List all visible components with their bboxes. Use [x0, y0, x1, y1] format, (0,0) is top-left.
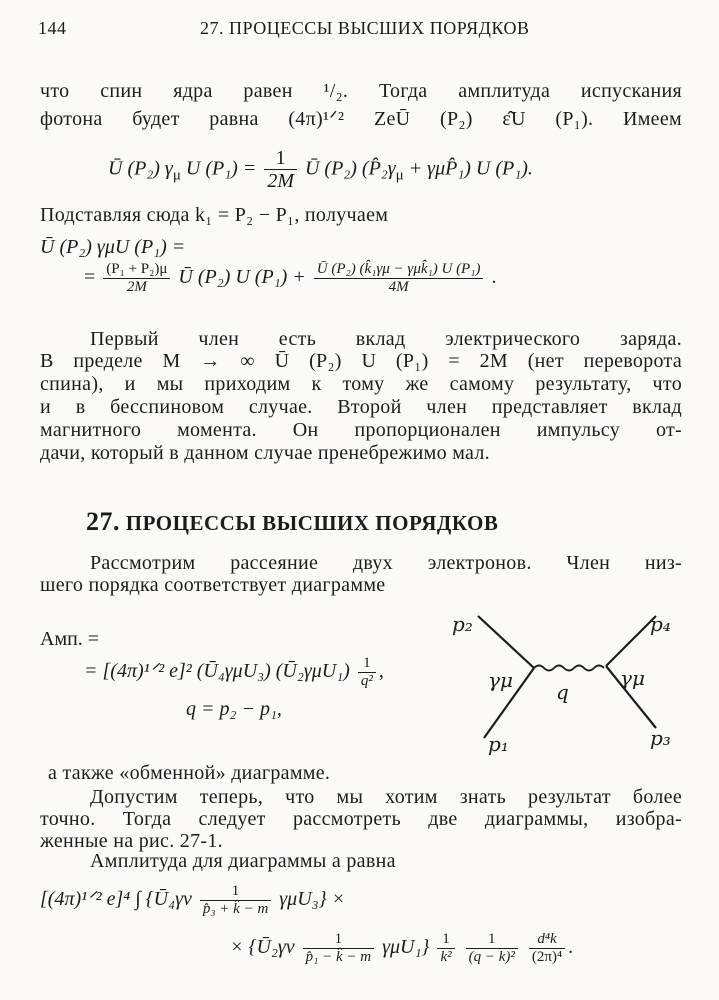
amp-fraction: $\frac{1}{\text{q²}}$	[358, 656, 376, 689]
text-line: а также «обменной» диаграмме.	[48, 762, 331, 784]
eq3-fraction-4: $\frac{1}{\text{(q − k)²}}$	[466, 932, 518, 965]
eq1-rhs-mu: μ	[395, 167, 404, 184]
amp-label: Амп. =	[40, 628, 100, 650]
electron-line-p4	[606, 616, 656, 666]
text-line: что спин ядра равен ¹/₂. Тогда амплитуда испускания	[40, 80, 682, 102]
text-line: Подставляя сюда k₁ = P₂ − P₁, получаем	[40, 204, 389, 226]
equation-1	[108, 148, 533, 192]
eq1-rhs-tail: + γμP̂₁) U (P₁).	[408, 157, 533, 180]
label-p2: p₂	[452, 612, 473, 636]
text-line: дачи, который в данном случае пренебрежимо мал.	[40, 442, 490, 464]
amp-equation: = [(4π)¹ᐟ² e]² (Ū₄γμU₃) (Ū₂γμU₁) $\frac{1}{\text{q²}}$ ,	[84, 655, 384, 689]
label-gamma-right: γμ	[620, 666, 645, 690]
text-line: магнитного момента. Он пропорционален импульсу от-	[40, 419, 682, 441]
text-line: Первый член есть вклад электрического заряда.	[90, 328, 682, 350]
eq3-fraction-1: $\frac{1}{\text{p̂₃ + k̂ − m}}$	[200, 884, 271, 917]
running-title: 27. ПРОЦЕССЫ ВЫСШИХ ПОРЯДКОВ	[200, 18, 530, 38]
eq1-fraction: $\frac{1}{2M}$	[264, 148, 297, 192]
text-line: точно. Тогда следует рассмотреть две диаграммы, изобра-	[40, 808, 682, 830]
text-line: Допустим теперь, что мы хотим знать результат более	[90, 786, 682, 808]
eq1-lhs-tail: U (P₁) =	[185, 157, 257, 180]
text-line: шего порядка соответствует диаграмме	[40, 574, 386, 596]
eq3-fraction-3: $\frac{1}{\text{k²}}$	[437, 932, 454, 965]
electron-line-p2	[478, 616, 534, 668]
label-p1: p₁	[488, 732, 509, 756]
text-line: спина), и мы приходим к тому же самому результату, что	[40, 373, 682, 395]
label-p4: p₄	[650, 612, 671, 636]
label-gamma-left: γμ	[488, 668, 513, 692]
equation-2-lhs: Ū (P₂) γμU (P₁) =	[40, 236, 186, 258]
eq2-fraction-2: $\frac{\text{Ū (P₂) (k̂₁γμ − γμk̂₁) U (P₁)}}{4M}$	[314, 262, 484, 295]
q-definition: q = p₂ − p₁,	[186, 698, 282, 720]
eq3-fraction-5: $\frac{\text{d⁴k}}{\text{(2π)⁴}}$	[529, 932, 565, 965]
text-line: и в бесспиновом случае. Второй член представляет вклад	[40, 396, 682, 418]
text-line: фотона будет равна (4π)¹ᐟ² ZeŪ (P₂) ε̂U (P₁). Имеем	[40, 108, 682, 130]
section-title: ПРОЦЕССЫ ВЫСШИХ ПОРЯДКОВ	[125, 511, 499, 535]
eq1-rhs: Ū (P₂) (P̂₂γ	[304, 157, 396, 180]
equation-3-line2: × {Ū₂γν $\frac{1}{\text{p̂₁ − k̂ − m}}$ γμU₁} $\frac{1}{\text{k²}}$ $\frac{1}{\text{(q − k)²}}$ $\frac{\text{d⁴k}}{\text{(2π)⁴}}$ .	[230, 931, 574, 965]
section-number: 27.	[86, 507, 120, 536]
label-q: q	[556, 680, 569, 704]
eq2-fraction-1: $\frac{\text{(P₁ + P₂)μ}}{2M}$	[103, 262, 170, 295]
text-line: Амплитуда для диаграммы a равна	[90, 850, 396, 872]
text-line: Рассмотрим рассеяние двух электронов. Член низ-	[90, 552, 682, 574]
text-line: В пределе M → ∞ Ū (P₂) U (P₁) = 2M (нет переворота	[40, 350, 682, 372]
eq1-lhs-mu: μ	[172, 167, 181, 184]
equation-2-rhs: = $\frac{\text{(P₁ + P₂)μ}}{2M}$ Ū (P₂) U (P₁) + $\frac{\text{Ū (P₂) (k̂₁γμ − γμk̂₁) U (P₁)}}{4M}$ .	[84, 261, 497, 295]
section-heading	[86, 507, 498, 537]
page-number: 144	[38, 18, 67, 38]
equation-3-line1: [(4π)¹ᐟ² e]⁴ ∫ {Ū₄γν $\frac{1}{\text{p̂₃ + k̂ − m}}$ γμU₃} ×	[40, 883, 346, 917]
text-line: женные на рис. 27-1.	[40, 830, 223, 852]
photon-line	[534, 666, 604, 671]
eq3-fraction-2: $\frac{1}{\text{p̂₁ − k̂ − m}}$	[303, 932, 374, 965]
label-p3: p₃	[650, 726, 671, 750]
eq1-lhs: Ū (P₂) γ	[108, 157, 173, 180]
